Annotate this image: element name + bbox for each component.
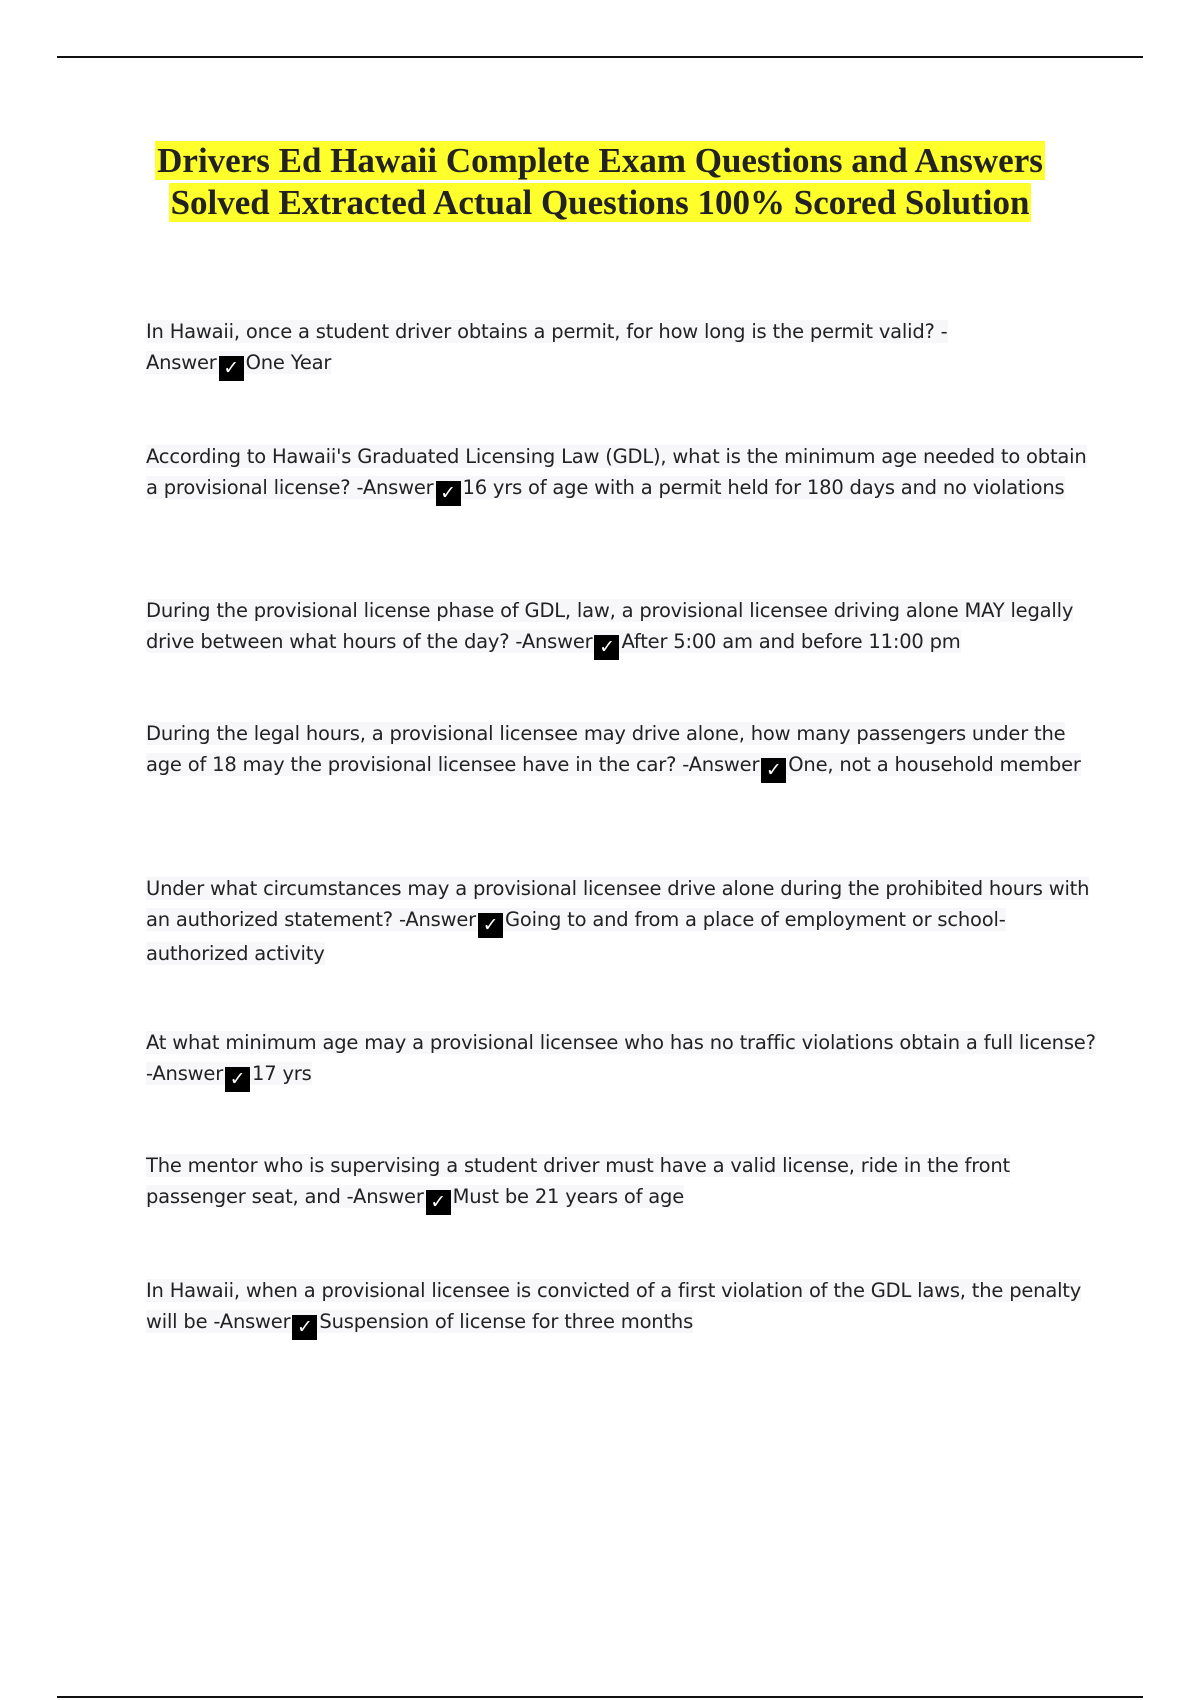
check-icon: ✓ xyxy=(594,635,619,660)
question-text: The mentor who is supervising a student driver must have a valid license, ride in the front passenger seat, and xyxy=(146,1154,1010,1208)
answer-text: Going to and from a place of employment or school-authorized activity xyxy=(146,908,1006,965)
document-title-text: Drivers Ed Hawaii Complete Exam Questions and Answers Solved Extracted Actual Questions 100% Scored Solution xyxy=(157,141,1043,222)
qa-item-7 xyxy=(146,1150,1096,1215)
answer-marker: -Answer xyxy=(356,476,434,499)
answer-marker: -Answer xyxy=(515,630,593,653)
qa-item-8 xyxy=(146,1275,1096,1340)
answer-marker: -Answer xyxy=(213,1310,291,1333)
check-icon: ✓ xyxy=(292,1315,317,1340)
answer-text: 17 yrs xyxy=(252,1062,312,1085)
question-text: In Hawaii, once a student driver obtains a permit, for how long is the permit valid? - xyxy=(146,320,948,343)
document-title xyxy=(120,140,1080,224)
qa-item-2 xyxy=(146,441,1096,506)
check-icon: ✓ xyxy=(478,913,503,938)
answer-marker: -Answer xyxy=(398,908,476,931)
top-rule xyxy=(57,56,1143,58)
question-text: Under what circumstances may a provisional licensee drive alone during the prohibited hours with an authorized statement? xyxy=(146,877,1090,931)
answer-marker: Answer xyxy=(146,351,217,374)
qa-item-4 xyxy=(146,718,1096,783)
question-text: In Hawaii, when a provisional licensee is convicted of a first violation of the GDL laws, the penalty will be xyxy=(146,1279,1082,1333)
check-icon: ✓ xyxy=(225,1067,250,1092)
question-text: During the provisional license phase of GDL, law, a provisional licensee driving alone MAY legally drive between what hours of the day? xyxy=(146,599,1074,653)
answer-text: Suspension of license for three months xyxy=(319,1310,694,1333)
question-text: During the legal hours, a provisional licensee may drive alone, how many passengers under the age of 18 may the provisional licensee have in the car? xyxy=(146,722,1066,776)
answer-text: Must be 21 years of age xyxy=(452,1185,685,1208)
qa-item-3 xyxy=(146,595,1096,660)
answer-marker: -Answer xyxy=(146,1062,224,1085)
answer-marker: -Answer xyxy=(346,1185,424,1208)
qa-item-1 xyxy=(146,316,1096,381)
question-text: At what minimum age may a provisional licensee who has no traffic violations obtain a full license? xyxy=(146,1031,1096,1054)
bottom-rule xyxy=(57,1696,1143,1698)
answer-text: One, not a household member xyxy=(788,753,1081,776)
check-icon: ✓ xyxy=(436,481,461,506)
check-icon: ✓ xyxy=(761,758,786,783)
answer-text: 16 yrs of age with a permit held for 180 days and no violations xyxy=(462,476,1065,499)
qa-item-5 xyxy=(146,873,1096,969)
check-icon: ✓ xyxy=(426,1190,451,1215)
answer-text: After 5:00 am and before 11:00 pm xyxy=(621,630,961,653)
answer-text: One Year xyxy=(245,351,332,374)
answer-marker: -Answer xyxy=(682,753,760,776)
qa-item-6 xyxy=(146,1027,1096,1092)
question-text: According to Hawaii's Graduated Licensing Law (GDL), what is the minimum age needed to obtain a provisional license? xyxy=(146,445,1087,499)
check-icon: ✓ xyxy=(219,356,244,381)
